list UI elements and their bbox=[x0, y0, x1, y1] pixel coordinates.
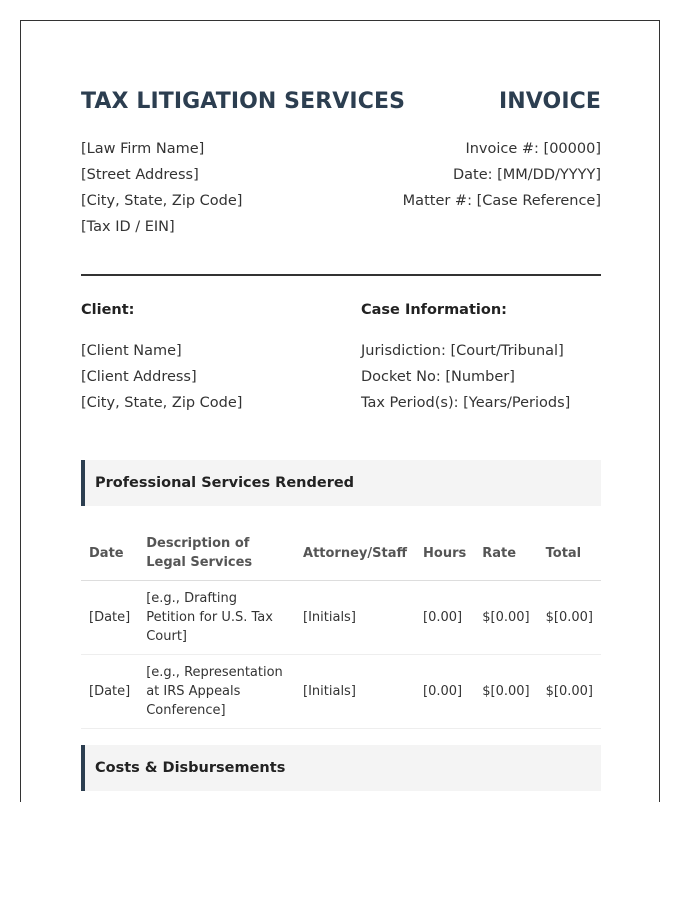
firm-details bbox=[81, 136, 242, 240]
cell-rate: $[0.00] bbox=[474, 581, 537, 655]
client-city: [City, State, Zip Code] bbox=[81, 395, 243, 411]
company-title: TAX LITIGATION SERVICES bbox=[81, 89, 406, 114]
firm-street: [Street Address] bbox=[81, 167, 199, 183]
firm-name: [Law Firm Name] bbox=[81, 141, 205, 157]
col-header-date: Date bbox=[81, 526, 138, 581]
case-info-heading: Case Information: bbox=[361, 302, 507, 318]
case-details bbox=[361, 338, 570, 416]
invoice-title: INVOICE bbox=[499, 89, 601, 114]
col-header-attorney: Attorney/Staff bbox=[295, 526, 415, 581]
services-section-title: Professional Services Rendered bbox=[95, 475, 355, 491]
invoice-number: Invoice #: [00000] bbox=[465, 141, 601, 157]
client-address: [Client Address] bbox=[81, 369, 197, 385]
table-header-row bbox=[81, 526, 601, 581]
client-details bbox=[81, 338, 242, 416]
cell-description: [e.g., Drafting Petition for U.S. Tax Court] bbox=[138, 581, 295, 655]
cell-hours: [0.00] bbox=[415, 581, 474, 655]
case-jurisdiction: Jurisdiction: [Court/Tribunal] bbox=[361, 343, 564, 359]
col-header-description: Description of Legal Services bbox=[138, 526, 295, 581]
col-header-rate: Rate bbox=[474, 526, 537, 581]
invoice-page bbox=[20, 20, 660, 802]
costs-section-header bbox=[81, 745, 601, 791]
costs-section-title: Costs & Disbursements bbox=[95, 760, 286, 776]
client-heading: Client: bbox=[81, 302, 135, 318]
cell-date: [Date] bbox=[81, 655, 138, 729]
table-row bbox=[81, 655, 601, 729]
cell-description: [e.g., Representation at IRS Appeals Conference] bbox=[138, 655, 295, 729]
firm-city: [City, State, Zip Code] bbox=[81, 193, 243, 209]
col-header-hours: Hours bbox=[415, 526, 474, 581]
services-table bbox=[81, 526, 601, 729]
cell-date: [Date] bbox=[81, 581, 138, 655]
firm-tax-id: [Tax ID / EIN] bbox=[81, 219, 175, 235]
cell-attorney: [Initials] bbox=[295, 655, 415, 729]
col-header-total: Total bbox=[538, 526, 601, 581]
cell-total: $[0.00] bbox=[538, 655, 601, 729]
case-docket: Docket No: [Number] bbox=[361, 369, 515, 385]
cell-rate: $[0.00] bbox=[474, 655, 537, 729]
table-row bbox=[81, 581, 601, 655]
matter-number: Matter #: [Case Reference] bbox=[402, 193, 601, 209]
case-tax-period: Tax Period(s): [Years/Periods] bbox=[361, 395, 571, 411]
services-section-header bbox=[81, 460, 601, 506]
cell-total: $[0.00] bbox=[538, 581, 601, 655]
client-name: [Client Name] bbox=[81, 343, 182, 359]
cell-hours: [0.00] bbox=[415, 655, 474, 729]
invoice-date: Date: [MM/DD/YYYY] bbox=[452, 167, 601, 183]
invoice-meta bbox=[403, 136, 601, 214]
header-divider bbox=[81, 274, 601, 276]
cell-attorney: [Initials] bbox=[295, 581, 415, 655]
